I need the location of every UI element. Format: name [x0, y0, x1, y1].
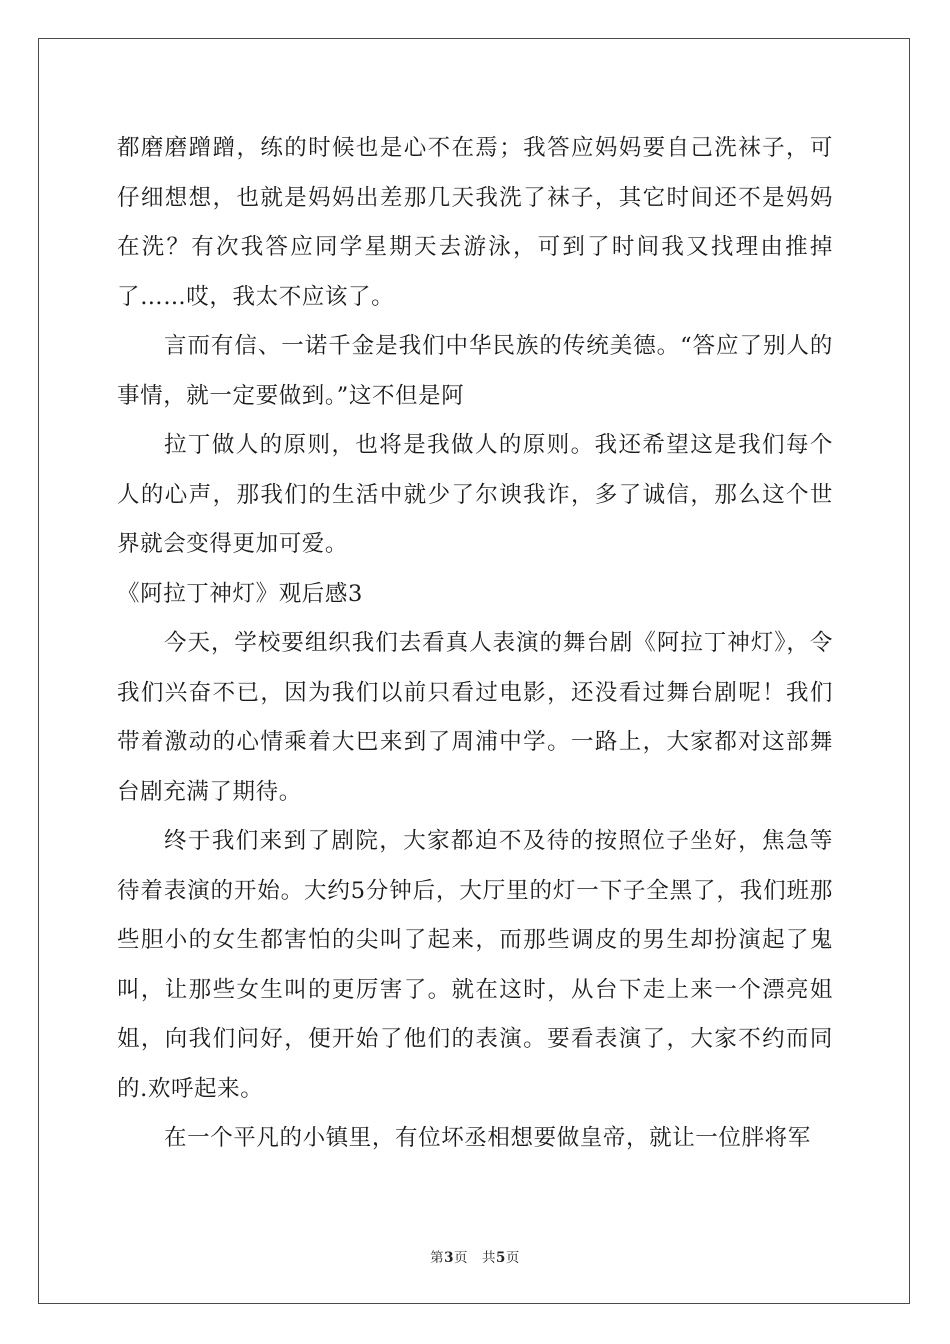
paragraph-6: 在一个平凡的小镇里，有位坏丞相想要做皇帝，就让一位胖将军 [164, 1125, 811, 1151]
total-page-number: 5 [496, 1250, 506, 1266]
footer-prefix: 第 [430, 1250, 445, 1266]
section-heading: 《阿拉丁神灯》观后感3 [117, 580, 363, 607]
paragraph-1: 都磨磨蹭蹭，练的时候也是心不在焉；我答应妈妈要自己洗袜子，可仔细想想，也就是妈妈出差那几天我洗了袜子，其它时间还不是妈妈在洗？有次我答应同学星期天去游泳，可到了时间我又找理由推掉了……哎，我太不应该了。 [117, 135, 833, 310]
page-footer [0, 1246, 950, 1266]
footer-current-suffix: 页 [454, 1250, 468, 1266]
footer-total-prefix: 共 [482, 1250, 496, 1266]
current-page-number: 3 [444, 1250, 454, 1266]
paragraph-5: 终于我们来到了剧院，大家都迫不及待的按照位子坐好，焦急等待着表演的开始。大约5分钟后，大厅里的灯一下子全黑了，我们班那些胆小的女生都害怕的尖叫了起来，而那些调皮的男生却扮演起了鬼叫，让那些女生叫的更厉害了。就在这时，从台下走上来一个漂亮姐姐，向我们问好，便开始了他们的表演。要看表演了，大家不约而同的.欢呼起来。 [117, 828, 833, 1102]
paragraph-4: 今天，学校要组织我们去看真人表演的舞台剧《阿拉丁神灯》，令我们兴奋不已，因为我们以前只看过电影，还没看过舞台剧呢！我们带着激动的心情乘着大巴来到了周浦中学。一路上，大家都对这部舞台剧充满了期待。 [117, 630, 833, 805]
paragraph-3: 拉丁做人的原则，也将是我做人的原则。我还希望这是我们每个人的心声，那我们的生活中就少了尔谀我诈，多了诚信，那么这个世界就会变得更加可爱。 [117, 432, 833, 557]
document-body [117, 124, 833, 1164]
footer-total-suffix: 页 [505, 1250, 520, 1266]
paragraph-2: 言而有信、一诺千金是我们中华民族的传统美德。“答应了别人的事情，就一定要做到。”这不但是阿 [117, 333, 833, 409]
